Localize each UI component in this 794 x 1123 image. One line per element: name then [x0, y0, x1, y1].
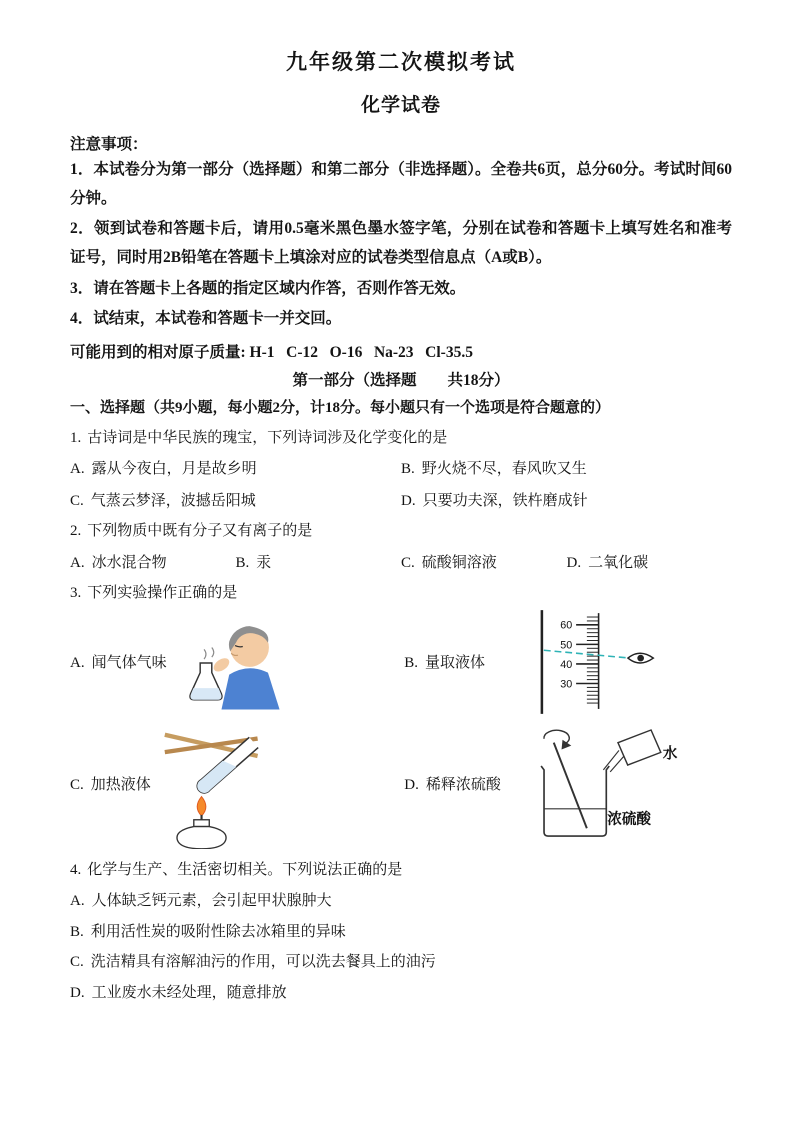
- option-text: 只要功夫深，铁杵磨成针: [422, 493, 588, 510]
- option-label: A.: [70, 554, 85, 571]
- option-b: [236, 551, 402, 572]
- scale-60: 60: [560, 619, 573, 632]
- question-number: 2.: [70, 523, 82, 540]
- option-label-group: [70, 773, 151, 794]
- stir-arrowhead: [561, 740, 571, 750]
- scale-50: 50: [560, 639, 573, 652]
- option-label: C.: [70, 493, 84, 510]
- option-a: [70, 551, 236, 572]
- option-text: 野火烧不尽，春风吹又生: [421, 461, 587, 478]
- option-c: [70, 489, 401, 510]
- option-a: [70, 890, 732, 913]
- option-label: B.: [70, 923, 84, 940]
- question-2-options: [70, 551, 732, 572]
- option-label-group: [70, 651, 167, 672]
- question-1-options: [70, 457, 732, 510]
- option-d: [401, 489, 732, 510]
- scale-40: 40: [560, 658, 573, 671]
- part-title: 第一部分（选择题 共18分）: [292, 372, 510, 390]
- question-stem-text: 下列物质中既有分子又有离子的是: [87, 523, 313, 540]
- option-label: B.: [401, 461, 415, 478]
- shirt: [221, 668, 279, 709]
- option-b: [404, 607, 732, 717]
- glass-rod: [554, 742, 587, 828]
- option-text: 利用活性炭的吸附性除去冰箱里的异味: [90, 923, 346, 940]
- option-label: D.: [70, 984, 85, 1001]
- beaker: [541, 766, 609, 836]
- option-d: [70, 982, 732, 1005]
- option-d: [567, 551, 733, 572]
- option-text: 露从今夜白，月是故乡明: [91, 461, 257, 478]
- question-number: 1.: [70, 430, 82, 447]
- option-text: 冰水混合物: [91, 554, 167, 571]
- pouring-cup: [618, 730, 661, 765]
- question-1-stem: [70, 427, 732, 450]
- sight-line: [544, 650, 630, 658]
- option-c: [70, 951, 732, 974]
- question-3-stem: [70, 582, 732, 605]
- option-c: [401, 551, 567, 572]
- question-2: [70, 520, 732, 571]
- option-label-group: [404, 651, 485, 672]
- notice-item-1: 1．本试卷分为第一部分（选择题）和第二部分（非选择题）。全卷共6页，总分60分。考试时间60分钟。: [70, 161, 732, 207]
- option-d: [404, 719, 732, 849]
- option-label: D.: [566, 554, 582, 571]
- water-label: 水: [662, 745, 678, 762]
- eye-pupil: [637, 655, 644, 662]
- option-c: [70, 719, 404, 849]
- notice-item-4: 4．试结束，本试卷和答题卡一并交回。: [70, 310, 342, 328]
- option-text: 量取液体: [425, 655, 486, 672]
- question-stem-text: 古诗词是中华民族的瑰宝，下列诗词涉及化学变化的是: [87, 430, 448, 447]
- heating-liquid-figure: [159, 719, 275, 849]
- dilution-figure: [509, 723, 689, 845]
- option-label: A.: [70, 655, 85, 672]
- question-4-stem: [70, 859, 732, 882]
- flask-liquid: [190, 688, 221, 700]
- notice-heading: 注意事项：: [70, 136, 148, 153]
- smell-gas-figure: [175, 614, 297, 710]
- option-label: C.: [70, 954, 84, 971]
- scale-30: 30: [560, 678, 573, 691]
- option-text: 硫酸铜溶液: [421, 554, 497, 571]
- acid-label: 浓硫酸: [607, 811, 651, 828]
- question-3: [70, 582, 732, 849]
- atomic-mass-line: 可能用到的相对原子质量: H-1 C-12 O-16 Na-23 Cl-35.5: [70, 344, 473, 362]
- hand: [211, 655, 231, 674]
- option-label-group: [404, 773, 501, 794]
- option-b: [401, 457, 732, 478]
- option-label: C.: [70, 777, 84, 794]
- vapor-lines: [204, 647, 214, 659]
- option-text: 加热液体: [90, 777, 151, 794]
- option-label: B.: [404, 655, 419, 672]
- option-label: A.: [70, 893, 85, 910]
- question-number: 4.: [70, 861, 82, 878]
- section-heading: 一、选择题（共9小题，每小题2分，计18分。每小题只有一个选项是符合题意的）: [70, 400, 611, 417]
- question-1: [70, 427, 732, 510]
- measuring-cylinder-figure: [493, 607, 669, 717]
- option-text: 人体缺乏钙元素，会引起甲状腺肿大: [91, 893, 332, 910]
- question-4: [70, 859, 732, 1004]
- question-3-figures: [70, 607, 732, 849]
- option-text: 稀释浓硫酸: [425, 777, 501, 794]
- option-label: B.: [235, 554, 250, 571]
- exam-title: 九年级第二次模拟考试: [286, 50, 516, 74]
- option-a: [70, 607, 404, 717]
- option-text: 气蒸云梦泽，波撼岳阳城: [90, 493, 256, 510]
- option-b: [70, 921, 732, 944]
- option-text: 汞: [256, 554, 272, 571]
- option-label: D.: [401, 493, 416, 510]
- option-text: 二氧化碳: [588, 554, 649, 571]
- question-number: 3.: [70, 584, 82, 601]
- notice-item-2: 2．领到试卷和答题卡后，请用0.5毫米黑色墨水签字笔，分别在试卷和答题卡上填写姓名和准考证号，同时用2B铅笔在答题卡上填涂对应的试卷类型信息点（A或B）。: [70, 220, 732, 267]
- option-a: [70, 457, 401, 478]
- lamp-cap: [194, 820, 209, 827]
- option-text: 洗洁精具有溶解油污的作用，可以洗去餐具上的油污: [90, 954, 436, 971]
- notice-item-3: 3．请在答题卡上各题的指定区域内作答，否则作答无效。: [70, 279, 466, 297]
- alcohol-lamp: [177, 826, 226, 848]
- option-text: 工业废水未经处理，随意排放: [91, 984, 287, 1001]
- exam-subtitle: 化学试卷: [360, 95, 441, 116]
- option-label: C.: [401, 554, 415, 571]
- option-text: 闻气体气味: [91, 655, 167, 672]
- stir-arrow: [544, 730, 569, 743]
- flame-icon: [197, 796, 206, 815]
- option-label: D.: [404, 777, 419, 794]
- question-stem-text: 下列实验操作正确的是: [87, 584, 238, 601]
- question-stem-text: 化学与生产、生活密切相关。下列说法正确的是: [87, 861, 403, 878]
- question-2-stem: [70, 520, 732, 543]
- option-label: A.: [70, 461, 85, 478]
